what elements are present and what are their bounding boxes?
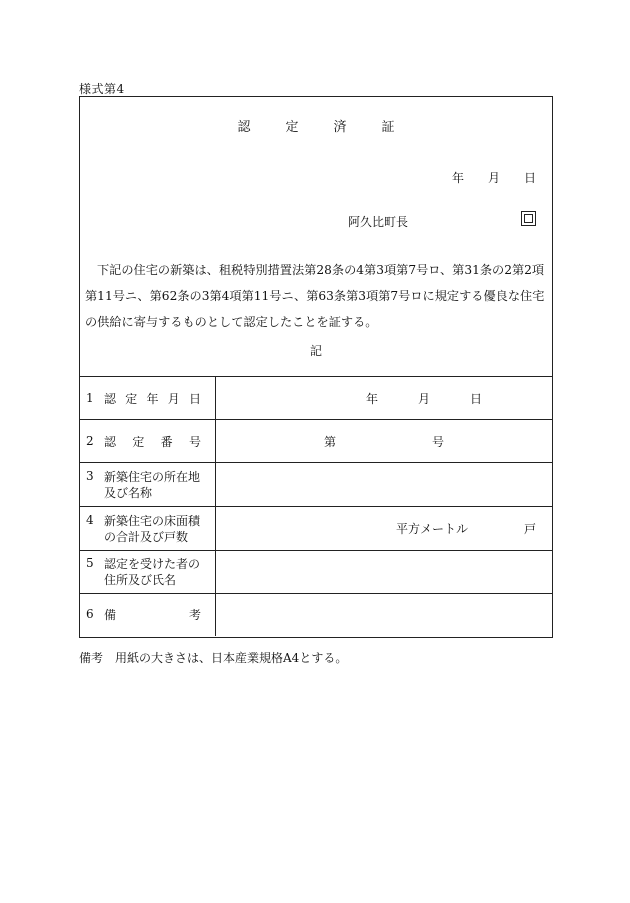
- row-label-location: 3 新築住宅の所在地及び名称: [80, 463, 216, 507]
- table-row: [80, 507, 552, 551]
- footnote-remark: [79, 649, 347, 666]
- title-char: 証: [381, 120, 395, 135]
- form-number: 様式第4: [79, 82, 125, 96]
- title-char: 済: [333, 120, 347, 135]
- row-value-applicant: [216, 551, 553, 594]
- row-label-applicant: 5 認定を受けた者の住所及び氏名: [80, 551, 216, 594]
- seal-mark: [521, 211, 536, 226]
- day-label: 日: [523, 171, 536, 185]
- title-char: 定: [285, 120, 299, 135]
- title-char: 認: [237, 120, 251, 135]
- table-row: [80, 594, 552, 636]
- table-row: [80, 377, 552, 420]
- ki-heading: 記: [309, 344, 322, 358]
- row-label-remarks: 6 備 考: [80, 594, 216, 636]
- table-row: [80, 551, 552, 594]
- row-value-date: 年 月 日: [216, 377, 553, 420]
- row-label-floor-area: 4 新築住宅の床面積の合計及び戸数: [80, 507, 216, 551]
- table-row: [80, 420, 552, 463]
- row-value-number: 第 号: [216, 420, 553, 463]
- row-value-remarks: [216, 594, 553, 636]
- row-value-floor-area: 平方メートル 戸: [216, 507, 553, 551]
- table-row: [80, 463, 552, 507]
- row-label-date: 1 認 定 年 月 日: [80, 377, 216, 420]
- issuer-name: 阿久比町長: [348, 215, 409, 229]
- details-table: [80, 376, 552, 636]
- year-label: 年: [451, 171, 464, 185]
- row-value-location: [216, 463, 553, 507]
- document-title: [80, 116, 552, 135]
- certificate-frame: [79, 96, 553, 638]
- remark-text: 用紙の大きさは、日本産業規格A4とする。: [115, 651, 348, 665]
- month-label: 月: [487, 171, 500, 185]
- issue-date-line: [428, 169, 536, 186]
- row-label-number: 2 認 定 番 号: [80, 420, 216, 463]
- remark-head: 備考: [79, 651, 104, 665]
- certification-text: 下記の住宅の新築は、租税特別措置法第28条の4第3項第7号ロ、第31条の2第2項第11号ニ、第62条の3第4項第11号ニ、第63条第3項第7号ロに規定する優良な住宅の供給に寄与するものとして認定したことを証する。: [85, 263, 545, 329]
- certificate-header: [80, 97, 552, 376]
